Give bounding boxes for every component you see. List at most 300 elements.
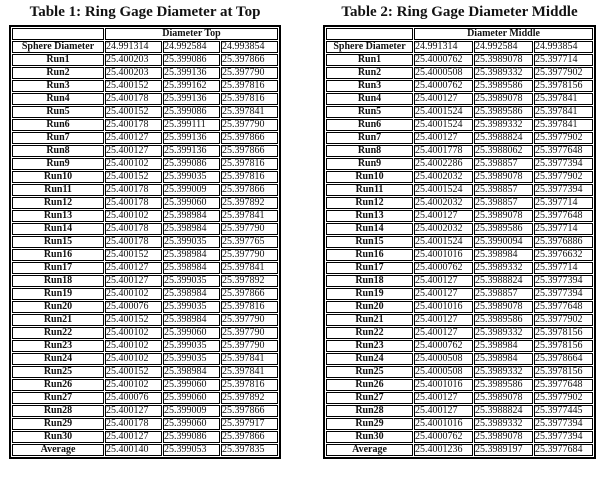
header-row bbox=[326, 28, 593, 40]
row-label-cell: Average bbox=[326, 444, 413, 456]
value-cell: 25.3989586 bbox=[474, 223, 533, 235]
value-cell: 25.399060 bbox=[163, 392, 220, 404]
value-cell: 25.397866 bbox=[221, 288, 278, 300]
run-row bbox=[326, 418, 593, 430]
value-cell: 25.3988824 bbox=[474, 275, 533, 287]
row-label-cell: Run24 bbox=[326, 353, 413, 365]
row-label-cell: Run10 bbox=[12, 171, 104, 183]
value-cell: 25.3977394 bbox=[534, 184, 593, 196]
value-cell: 25.3977648 bbox=[534, 301, 593, 313]
value-cell: 25.397714 bbox=[534, 197, 593, 209]
run-row bbox=[12, 288, 278, 300]
value-cell: 25.397841 bbox=[534, 106, 593, 118]
row-label-cell: Run19 bbox=[12, 288, 104, 300]
run-row bbox=[326, 340, 593, 352]
row-label-cell: Run9 bbox=[12, 158, 104, 170]
table1-title: Table 1: Ring Gage Diameter at Top bbox=[29, 4, 261, 20]
value-cell: 25.397790 bbox=[221, 223, 278, 235]
row-label-cell: Run26 bbox=[326, 379, 413, 391]
run-row bbox=[12, 80, 278, 92]
row-label-cell: Run14 bbox=[326, 223, 413, 235]
value-cell: 25.3977445 bbox=[534, 405, 593, 417]
value-cell: 25.398984 bbox=[163, 210, 220, 222]
value-cell: 25.398984 bbox=[474, 340, 533, 352]
value-cell: 25.399060 bbox=[163, 327, 220, 339]
value-cell: 25.397841 bbox=[221, 366, 278, 378]
value-cell: 25.3977394 bbox=[534, 431, 593, 443]
row-label-cell: Run25 bbox=[12, 366, 104, 378]
value-cell: 25.399136 bbox=[163, 93, 220, 105]
value-cell: 25.400102 bbox=[105, 379, 162, 391]
value-cell: 25.400127 bbox=[105, 275, 162, 287]
value-cell: 25.400076 bbox=[105, 392, 162, 404]
value-cell: 25.397816 bbox=[221, 158, 278, 170]
value-cell: 25.400076 bbox=[105, 301, 162, 313]
row-label-cell: Run21 bbox=[326, 314, 413, 326]
row-label-cell: Run30 bbox=[326, 431, 413, 443]
run-row bbox=[12, 392, 278, 404]
value-cell: 25.397866 bbox=[221, 184, 278, 196]
value-cell: 25.3989078 bbox=[474, 392, 533, 404]
value-cell: 25.397841 bbox=[221, 262, 278, 274]
value-cell: 25.400127 bbox=[414, 405, 473, 417]
value-cell: 25.398984 bbox=[163, 366, 220, 378]
value-cell: 25.400203 bbox=[105, 54, 162, 66]
value-cell: 25.3978156 bbox=[534, 340, 593, 352]
value-cell: 25.398857 bbox=[474, 158, 533, 170]
value-cell: 25.400203 bbox=[105, 67, 162, 79]
value-cell: 25.3978156 bbox=[534, 80, 593, 92]
row-label-cell: Run13 bbox=[326, 210, 413, 222]
row-label-cell: Run8 bbox=[12, 145, 104, 157]
value-cell: 25.400178 bbox=[105, 236, 162, 248]
row-label-cell: Run20 bbox=[326, 301, 413, 313]
value-cell: 25.400127 bbox=[105, 431, 162, 443]
row-label-cell: Run5 bbox=[12, 106, 104, 118]
value-cell: 25.399086 bbox=[163, 158, 220, 170]
corner-cell bbox=[12, 28, 104, 40]
value-cell: 25.400152 bbox=[105, 314, 162, 326]
row-label-cell: Run17 bbox=[326, 262, 413, 274]
run-row bbox=[12, 249, 278, 261]
value-cell: 25.399060 bbox=[163, 418, 220, 430]
value-cell: 25.397835 bbox=[221, 444, 278, 456]
row-label-cell: Run18 bbox=[12, 275, 104, 287]
value-cell: 25.400102 bbox=[105, 288, 162, 300]
value-cell: 25.400178 bbox=[105, 119, 162, 131]
value-cell: 25.399060 bbox=[163, 197, 220, 209]
value-cell: 25.397790 bbox=[221, 249, 278, 261]
row-label-cell: Run8 bbox=[326, 145, 413, 157]
row-label-cell: Run2 bbox=[12, 67, 104, 79]
value-cell: 25.399035 bbox=[163, 275, 220, 287]
value-cell: 25.399035 bbox=[163, 171, 220, 183]
value-cell: 25.4001524 bbox=[414, 236, 473, 248]
run-row bbox=[326, 392, 593, 404]
table2-title: Table 2: Ring Gage Diameter Middle bbox=[341, 4, 578, 20]
run-row bbox=[12, 119, 278, 131]
value-cell: 25.397841 bbox=[221, 353, 278, 365]
value-cell: 25.3989332 bbox=[474, 119, 533, 131]
value-cell: 25.3978156 bbox=[534, 366, 593, 378]
value-cell: 25.4000508 bbox=[414, 67, 473, 79]
value-cell: 25.397790 bbox=[221, 327, 278, 339]
row-label-cell: Run7 bbox=[12, 132, 104, 144]
value-cell: 25.400127 bbox=[414, 327, 473, 339]
row-label-cell: Run15 bbox=[326, 236, 413, 248]
value-cell: 25.3989078 bbox=[474, 431, 533, 443]
value-cell: 25.3989586 bbox=[474, 314, 533, 326]
value-cell: 25.4000508 bbox=[414, 366, 473, 378]
column-header-cell: Diameter Middle bbox=[414, 28, 593, 40]
run-row bbox=[12, 54, 278, 66]
value-cell: 25.397714 bbox=[534, 262, 593, 274]
run-row bbox=[326, 262, 593, 274]
row-label-cell: Run3 bbox=[12, 80, 104, 92]
value-cell: 25.397866 bbox=[221, 132, 278, 144]
run-row bbox=[326, 301, 593, 313]
row-label-cell: Run2 bbox=[326, 67, 413, 79]
row-label-cell: Run16 bbox=[326, 249, 413, 261]
value-cell: 25.4001778 bbox=[414, 145, 473, 157]
value-cell: 25.4000762 bbox=[414, 262, 473, 274]
row-label-cell: Run27 bbox=[326, 392, 413, 404]
value-cell: 25.400127 bbox=[414, 314, 473, 326]
value-cell: 25.399086 bbox=[163, 431, 220, 443]
value-cell: 24.991314 bbox=[105, 41, 162, 53]
value-cell: 25.400152 bbox=[105, 171, 162, 183]
value-cell: 25.399136 bbox=[163, 67, 220, 79]
run-row bbox=[12, 262, 278, 274]
value-cell: 25.397841 bbox=[534, 93, 593, 105]
run-row bbox=[12, 314, 278, 326]
value-cell: 25.397790 bbox=[221, 67, 278, 79]
run-row bbox=[12, 366, 278, 378]
row-label-cell: Run21 bbox=[12, 314, 104, 326]
value-cell: 24.993854 bbox=[221, 41, 278, 53]
value-cell: 25.397816 bbox=[221, 379, 278, 391]
value-cell: 25.399086 bbox=[163, 106, 220, 118]
row-label-cell: Run1 bbox=[12, 54, 104, 66]
run-row bbox=[12, 197, 278, 209]
value-cell: 24.992584 bbox=[163, 41, 220, 53]
value-cell: 25.400178 bbox=[105, 93, 162, 105]
run-row bbox=[326, 314, 593, 326]
value-cell: 25.397866 bbox=[221, 431, 278, 443]
value-cell: 25.400152 bbox=[105, 80, 162, 92]
row-label-cell: Run6 bbox=[326, 119, 413, 131]
value-cell: 25.399053 bbox=[163, 444, 220, 456]
run-row bbox=[12, 106, 278, 118]
value-cell: 25.400127 bbox=[414, 288, 473, 300]
value-cell: 25.397765 bbox=[221, 236, 278, 248]
value-cell: 25.3977394 bbox=[534, 288, 593, 300]
row-label-cell: Run24 bbox=[12, 353, 104, 365]
value-cell: 25.3989332 bbox=[474, 327, 533, 339]
value-cell: 25.400127 bbox=[105, 145, 162, 157]
value-cell: 25.3989332 bbox=[474, 366, 533, 378]
value-cell: 25.400127 bbox=[414, 210, 473, 222]
row-label-cell: Run22 bbox=[12, 327, 104, 339]
value-cell: 25.4001016 bbox=[414, 379, 473, 391]
value-cell: 25.3976632 bbox=[534, 249, 593, 261]
sphere-diameter-row bbox=[326, 41, 593, 53]
row-label-cell: Run12 bbox=[326, 197, 413, 209]
value-cell: 25.3976886 bbox=[534, 236, 593, 248]
table2-section bbox=[323, 4, 596, 459]
row-label-cell: Run10 bbox=[326, 171, 413, 183]
value-cell: 25.3989078 bbox=[474, 210, 533, 222]
value-cell: 25.3989586 bbox=[474, 106, 533, 118]
run-row bbox=[326, 379, 593, 391]
run-row bbox=[326, 288, 593, 300]
value-cell: 25.3977394 bbox=[534, 275, 593, 287]
run-row bbox=[326, 431, 593, 443]
value-cell: 25.4001016 bbox=[414, 418, 473, 430]
value-cell: 25.397892 bbox=[221, 392, 278, 404]
run-row bbox=[12, 236, 278, 248]
value-cell: 25.399035 bbox=[163, 236, 220, 248]
run-row bbox=[12, 431, 278, 443]
row-label-cell: Run9 bbox=[326, 158, 413, 170]
value-cell: 25.399060 bbox=[163, 379, 220, 391]
run-row bbox=[326, 119, 593, 131]
run-row bbox=[326, 210, 593, 222]
value-cell: 25.4001016 bbox=[414, 249, 473, 261]
row-label-cell: Run5 bbox=[326, 106, 413, 118]
value-cell: 25.398984 bbox=[163, 262, 220, 274]
value-cell: 25.399136 bbox=[163, 145, 220, 157]
value-cell: 25.398984 bbox=[163, 314, 220, 326]
run-row bbox=[326, 158, 593, 170]
run-row bbox=[12, 340, 278, 352]
value-cell: 25.3977648 bbox=[534, 145, 593, 157]
value-cell: 25.4000508 bbox=[414, 353, 473, 365]
value-cell: 25.3977648 bbox=[534, 210, 593, 222]
row-label-cell: Run30 bbox=[12, 431, 104, 443]
value-cell: 25.3977902 bbox=[534, 314, 593, 326]
average-row bbox=[326, 444, 593, 456]
value-cell: 25.399086 bbox=[163, 54, 220, 66]
value-cell: 25.3989586 bbox=[474, 80, 533, 92]
table1-ring-gage-diameter-top bbox=[9, 25, 281, 459]
value-cell: 25.3988824 bbox=[474, 132, 533, 144]
value-cell: 25.398984 bbox=[163, 288, 220, 300]
value-cell: 25.400102 bbox=[105, 340, 162, 352]
value-cell: 25.397917 bbox=[221, 418, 278, 430]
value-cell: 25.397841 bbox=[221, 106, 278, 118]
value-cell: 25.3989078 bbox=[474, 301, 533, 313]
value-cell: 25.3989078 bbox=[474, 54, 533, 66]
value-cell: 25.398857 bbox=[474, 197, 533, 209]
run-row bbox=[12, 210, 278, 222]
value-cell: 25.398857 bbox=[474, 184, 533, 196]
run-row bbox=[12, 405, 278, 417]
value-cell: 25.4000762 bbox=[414, 340, 473, 352]
value-cell: 25.400102 bbox=[105, 210, 162, 222]
run-row bbox=[12, 171, 278, 183]
run-row bbox=[12, 67, 278, 79]
value-cell: 25.4001524 bbox=[414, 119, 473, 131]
average-row bbox=[12, 444, 278, 456]
row-label-cell: Sphere Diameter bbox=[12, 41, 104, 53]
value-cell: 25.397816 bbox=[221, 80, 278, 92]
run-row bbox=[326, 67, 593, 79]
run-row bbox=[326, 366, 593, 378]
value-cell: 25.3989197 bbox=[474, 444, 533, 456]
value-cell: 25.397841 bbox=[534, 119, 593, 131]
row-label-cell: Run29 bbox=[12, 418, 104, 430]
run-row bbox=[12, 132, 278, 144]
value-cell: 25.3977902 bbox=[534, 67, 593, 79]
table2-ring-gage-diameter-middle bbox=[323, 25, 596, 459]
value-cell: 25.400178 bbox=[105, 197, 162, 209]
value-cell: 25.399162 bbox=[163, 80, 220, 92]
value-cell: 25.400102 bbox=[105, 327, 162, 339]
value-cell: 25.397790 bbox=[221, 314, 278, 326]
run-row bbox=[12, 158, 278, 170]
row-label-cell: Run11 bbox=[12, 184, 104, 196]
value-cell: 25.400152 bbox=[105, 106, 162, 118]
value-cell: 25.397866 bbox=[221, 145, 278, 157]
row-label-cell: Run12 bbox=[12, 197, 104, 209]
row-label-cell: Run11 bbox=[326, 184, 413, 196]
value-cell: 25.3977648 bbox=[534, 379, 593, 391]
value-cell: 25.398984 bbox=[163, 249, 220, 261]
value-cell: 25.3989586 bbox=[474, 379, 533, 391]
value-cell: 25.3988824 bbox=[474, 405, 533, 417]
run-row bbox=[12, 418, 278, 430]
value-cell: 25.3989078 bbox=[474, 93, 533, 105]
run-row bbox=[12, 184, 278, 196]
value-cell: 25.400127 bbox=[414, 392, 473, 404]
run-row bbox=[326, 249, 593, 261]
value-cell: 25.398857 bbox=[474, 288, 533, 300]
value-cell: 25.398984 bbox=[474, 353, 533, 365]
row-label-cell: Run19 bbox=[326, 288, 413, 300]
value-cell: 25.3989332 bbox=[474, 67, 533, 79]
run-row bbox=[326, 80, 593, 92]
row-label-cell: Sphere Diameter bbox=[326, 41, 413, 53]
run-row bbox=[326, 236, 593, 248]
value-cell: 25.399009 bbox=[163, 405, 220, 417]
value-cell: 25.397892 bbox=[221, 275, 278, 287]
value-cell: 25.3989078 bbox=[474, 171, 533, 183]
value-cell: 25.400127 bbox=[105, 262, 162, 274]
value-cell: 25.397816 bbox=[221, 301, 278, 313]
value-cell: 25.397866 bbox=[221, 54, 278, 66]
value-cell: 25.3977684 bbox=[534, 444, 593, 456]
value-cell: 25.400127 bbox=[414, 93, 473, 105]
value-cell: 25.3977394 bbox=[534, 418, 593, 430]
value-cell: 25.4001524 bbox=[414, 184, 473, 196]
value-cell: 25.3990094 bbox=[474, 236, 533, 248]
value-cell: 25.397816 bbox=[221, 171, 278, 183]
row-label-cell: Run6 bbox=[12, 119, 104, 131]
row-label-cell: Run27 bbox=[12, 392, 104, 404]
value-cell: 25.397892 bbox=[221, 197, 278, 209]
run-row bbox=[326, 327, 593, 339]
value-cell: 25.3977902 bbox=[534, 392, 593, 404]
row-label-cell: Run25 bbox=[326, 366, 413, 378]
run-row bbox=[12, 145, 278, 157]
value-cell: 25.400140 bbox=[105, 444, 162, 456]
value-cell: 25.3977902 bbox=[534, 132, 593, 144]
value-cell: 25.4001016 bbox=[414, 301, 473, 313]
row-label-cell: Run29 bbox=[326, 418, 413, 430]
row-label-cell: Average bbox=[12, 444, 104, 456]
value-cell: 25.400127 bbox=[414, 275, 473, 287]
value-cell: 25.4002032 bbox=[414, 171, 473, 183]
value-cell: 25.397816 bbox=[221, 93, 278, 105]
row-label-cell: Run18 bbox=[326, 275, 413, 287]
value-cell: 25.399035 bbox=[163, 340, 220, 352]
run-row bbox=[326, 145, 593, 157]
row-label-cell: Run16 bbox=[12, 249, 104, 261]
row-label-cell: Run15 bbox=[12, 236, 104, 248]
sphere-diameter-row bbox=[12, 41, 278, 53]
value-cell: 25.397790 bbox=[221, 340, 278, 352]
value-cell: 25.4001524 bbox=[414, 106, 473, 118]
value-cell: 25.400102 bbox=[105, 158, 162, 170]
value-cell: 25.3978156 bbox=[534, 327, 593, 339]
header-row bbox=[12, 28, 278, 40]
run-row bbox=[12, 93, 278, 105]
row-label-cell: Run28 bbox=[12, 405, 104, 417]
value-cell: 25.399111 bbox=[163, 119, 220, 131]
run-row bbox=[326, 184, 593, 196]
table1-section bbox=[9, 4, 281, 459]
value-cell: 25.397790 bbox=[221, 119, 278, 131]
value-cell: 25.4001236 bbox=[414, 444, 473, 456]
run-row bbox=[326, 275, 593, 287]
value-cell: 25.399009 bbox=[163, 184, 220, 196]
row-label-cell: Run22 bbox=[326, 327, 413, 339]
run-row bbox=[326, 405, 593, 417]
value-cell: 25.3989332 bbox=[474, 418, 533, 430]
run-row bbox=[326, 223, 593, 235]
row-label-cell: Run4 bbox=[326, 93, 413, 105]
row-label-cell: Run3 bbox=[326, 80, 413, 92]
value-cell: 24.992584 bbox=[474, 41, 533, 53]
run-row bbox=[12, 223, 278, 235]
corner-cell bbox=[326, 28, 413, 40]
value-cell: 25.4000762 bbox=[414, 54, 473, 66]
row-label-cell: Run4 bbox=[12, 93, 104, 105]
value-cell: 25.400178 bbox=[105, 418, 162, 430]
value-cell: 25.400152 bbox=[105, 366, 162, 378]
column-header-cell: Diameter Top bbox=[105, 28, 278, 40]
run-row bbox=[326, 106, 593, 118]
row-label-cell: Run14 bbox=[12, 223, 104, 235]
value-cell: 25.400127 bbox=[105, 405, 162, 417]
run-row bbox=[326, 353, 593, 365]
run-row bbox=[326, 197, 593, 209]
value-cell: 25.400178 bbox=[105, 184, 162, 196]
value-cell: 25.3977394 bbox=[534, 158, 593, 170]
value-cell: 25.3989332 bbox=[474, 262, 533, 274]
value-cell: 25.4002032 bbox=[414, 197, 473, 209]
value-cell: 25.399136 bbox=[163, 132, 220, 144]
run-row bbox=[12, 379, 278, 391]
run-row bbox=[326, 93, 593, 105]
value-cell: 25.397866 bbox=[221, 405, 278, 417]
row-label-cell: Run28 bbox=[326, 405, 413, 417]
value-cell: 25.399035 bbox=[163, 301, 220, 313]
row-label-cell: Run17 bbox=[12, 262, 104, 274]
run-row bbox=[326, 132, 593, 144]
value-cell: 25.400102 bbox=[105, 353, 162, 365]
